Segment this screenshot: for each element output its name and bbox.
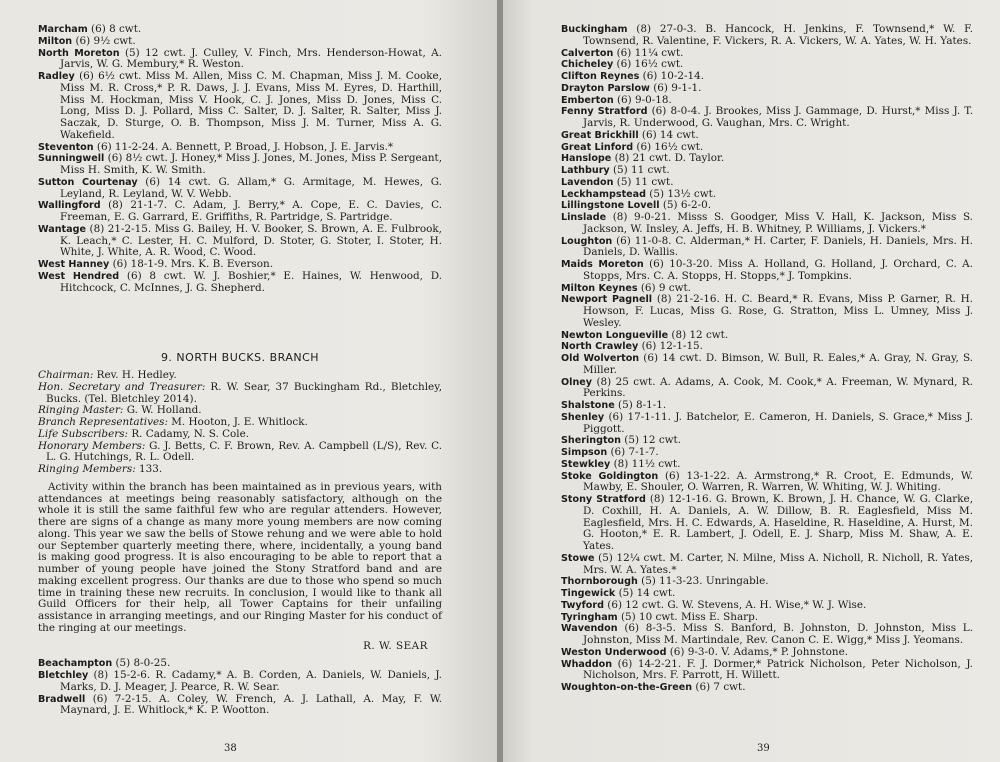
report-signature: R. W. SEAR <box>363 639 428 652</box>
tower-entry <box>561 471 973 495</box>
officer-value: G. W. Holland. <box>123 404 202 417</box>
tower-details: (5) 8-1-1. <box>614 399 667 411</box>
tower-name: Emberton <box>561 94 614 106</box>
left-page <box>0 0 497 762</box>
tower-details: (8) 27-0-3. B. Hancock, H. Jenkins, F. Townsend,* W. F. Townsend, R. Valentine, F. Vickers, R. A. Vickers, W. A. Yates, W. H. Yates. <box>583 23 973 47</box>
officer-role: Branch Representatives: <box>38 416 168 428</box>
officer-role: Life Subscribers: <box>38 427 129 440</box>
tower-list-top <box>38 24 442 294</box>
tower-details: (8) 15-2-6. R. Cadamy,* A. B. Corden, A. Daniels, W. Daniels, J. Marks, D. J. Meager, J. Pearce, R. W. Sear. <box>60 669 442 693</box>
tower-details: (5) 8-0-25. <box>112 657 171 670</box>
page-number-left: 38 <box>224 743 237 754</box>
tower-name: Sherington <box>561 435 621 447</box>
tower-name: Stowe <box>561 552 595 564</box>
tower-entry <box>561 236 973 260</box>
tower-details: (5) 13½ cwt. <box>646 187 717 200</box>
tower-entry <box>561 212 973 236</box>
tower-details: (6) 9-1-1. <box>649 81 702 94</box>
tower-entry <box>38 153 442 177</box>
tower-details: (8) 9-0-21. Misss S. Goodger, Miss V. Hall, K. Jackson, Miss S. Jackson, W. Insley, A. Jeffs, H. B. Whitney, P. Williams, J. Vickers.* <box>583 211 973 235</box>
tower-entry <box>561 259 973 283</box>
tower-name: Maids Moreton <box>561 259 644 270</box>
officer-value: Rev. H. Hedley. <box>93 369 177 381</box>
branch-heading: 9. NORTH BUCKS. BRANCH <box>160 351 320 365</box>
tower-details: (6) 14 cwt. D. Bimson, W. Bull, R. Eales,* A. Gray, N. Gray, S. Miller. <box>583 352 973 376</box>
tower-entry <box>38 200 442 224</box>
tower-name: Bletchley <box>38 670 89 681</box>
tower-name: Tyringham <box>561 611 618 623</box>
right-column <box>561 24 973 694</box>
officer-role: Chairman: <box>38 369 94 381</box>
tower-name: Woughton-on-the-Green <box>561 682 693 693</box>
tower-name: Sunningwell <box>38 153 105 165</box>
tower-name: North Crawley <box>561 341 639 353</box>
tower-details: (6) 16½ cwt. <box>613 58 684 71</box>
tower-name: Thornborough <box>561 576 638 588</box>
tower-name: Simpson <box>561 447 608 458</box>
tower-name: Calverton <box>561 47 614 59</box>
tower-name: Drayton Parslow <box>561 82 650 94</box>
tower-details: (8) 21-2-15. Miss G. Bailey, H. V. Booker, S. Brown, A. E. Fulbrook, K. Leach,* C. Lester, H. C. Mulford, D. Stoter, G. Stoter, I. Stoter, H. White, J. White, A. R. Wood, C. Wood. <box>60 222 442 259</box>
tower-details: (6) 18-1-9. Mrs. K. B. Everson. <box>109 258 274 270</box>
officer-role: Honorary Members: <box>38 439 146 452</box>
tower-details: (6) 8 cwt. W. J. Boshier,* E. Haines, W. Henwood, D. Hitchcock, C. McInnes, J. G. Shepherd. <box>60 269 442 294</box>
tower-name: Wantage <box>38 223 86 235</box>
tower-entry <box>561 106 973 130</box>
tower-details: (6) 6½ cwt. Miss M. Allen, Miss C. M. Chapman, Miss J. M. Cooke, Miss M. R. Cross,* P. R. Daws, J. J. Evans, Miss M. Eyres, D. Harthill, Miss M. Hockman, Miss V. Hook, C. J. Jones, Miss D. Jones, Miss C. Long, Miss D. J. Pollard, Miss C. Salter, D. J. Salter, R. Salter, Miss J. Saczak, D. Sturge, O. B. Thompson, Miss J. M. Turner, Miss A. G. Wakefield. <box>60 70 442 141</box>
tower-name: Fenny Stratford <box>561 106 648 118</box>
tower-list-bottom <box>38 658 442 717</box>
tower-details: (6) 14 cwt. G. Allam,* G. Armitage, M. Hewes, G. Leyland, R. Leyland, W. V. Webb. <box>60 175 442 200</box>
tower-name: Linslade <box>561 212 607 223</box>
tower-entry <box>561 330 973 342</box>
tower-name: North Moreton <box>38 47 120 59</box>
tower-entry <box>561 377 973 401</box>
tower-name: Radley <box>38 71 75 82</box>
tower-entry <box>38 271 442 295</box>
tower-name: Twyford <box>561 599 604 611</box>
tower-details: (8) 12-1-16. G. Brown, K. Brown, J. H. Chance, W. G. Clarke, D. Coxhill, H. A. Daniels, A. W. Dillow, B. R. Eaglesfield, Miss M. Eaglesfield, Mrs. H. C. Edwards, A. Haseldine, R. Haseldine, A. Hurst, M. G. Hooton,* E. R. Lambert, J. Odell, E. J. Sharp, Miss M. Shaw, A. E. Yates. <box>583 493 973 552</box>
tower-name: Stoke Goldington <box>561 470 659 482</box>
tower-name: Newport Pagnell <box>561 294 653 306</box>
tower-details: (6) 8 cwt. <box>87 23 142 35</box>
right-page <box>503 0 1000 762</box>
tower-entry <box>561 623 973 647</box>
tower-name: Wavendon <box>561 623 618 635</box>
tower-details: (6) 9-0-18. <box>613 93 672 106</box>
tower-entry <box>561 294 973 329</box>
tower-details: (8) 21 cwt. D. Taylor. <box>611 152 725 165</box>
tower-name: Tingewick <box>561 588 616 599</box>
tower-details: (6) 11¼ cwt. <box>613 46 684 59</box>
officer-line <box>38 464 442 476</box>
tower-entry <box>38 48 442 72</box>
tower-entry <box>561 659 973 683</box>
tower-details: (6) 7 cwt. <box>692 681 746 693</box>
officer-role: Hon. Secretary and Treasurer: <box>38 380 206 393</box>
tower-entry <box>38 694 442 718</box>
tower-details: (5) 11-3-23. Unringable. <box>637 575 769 588</box>
tower-details: (5) 14 cwt. <box>615 587 676 599</box>
tower-name: Leckhampstead <box>561 188 646 200</box>
tower-entry <box>38 670 442 694</box>
tower-name: West Hanney <box>38 259 110 270</box>
tower-name: Buckingham <box>561 24 628 35</box>
page-number-right: 39 <box>757 743 770 754</box>
tower-entry <box>561 71 973 83</box>
tower-details: (5) 11 cwt. <box>609 164 670 176</box>
tower-name: Whaddon <box>561 658 613 670</box>
tower-details: (6) 12 cwt. G. W. Stevens, A. H. Wise,* W. J. Wise. <box>603 598 867 611</box>
tower-entry <box>561 553 973 577</box>
tower-details: (6) 10-2-14. <box>639 70 705 82</box>
left-column <box>38 24 442 717</box>
tower-name: Milton <box>38 35 73 47</box>
tower-name: Beachampton <box>38 658 113 670</box>
tower-details: (6) 11-2-24. A. Bennett, P. Broad, J. Hobson, J. E. Jarvis.* <box>93 140 394 153</box>
tower-name: Lavendon <box>561 176 614 188</box>
tower-name: Loughton <box>561 235 613 247</box>
tower-name: Shenley <box>561 411 605 423</box>
tower-entry <box>38 224 442 259</box>
tower-details: (5) 10 cwt. Miss E. Sharp. <box>617 610 759 623</box>
tower-list-right <box>561 24 973 694</box>
tower-name: Chicheley <box>561 59 614 71</box>
tower-details: (8) 21-1-7. C. Adam, J. Berry,* A. Cope, E. C. Davies, C. Freeman, E. G. Garrard, E. Griffiths, R. Partridge, S. Partridge. <box>60 199 442 223</box>
officer-line <box>38 441 442 465</box>
tower-name: Lathbury <box>561 165 610 176</box>
tower-details: (8) 12 cwt. <box>668 328 729 341</box>
tower-entry <box>38 71 442 142</box>
tower-entry <box>561 130 973 142</box>
tower-details: (5) 11 cwt. <box>613 175 674 188</box>
tower-details: (5) 12¼ cwt. M. Carter, N. Milne, Miss A. Nicholl, R. Nicholl, R. Yates, Mrs. W. A. Yates.* <box>583 551 973 576</box>
tower-name: Great Linford <box>561 141 634 153</box>
officer-role: Ringing Members: <box>38 463 136 475</box>
officer-value: M. Hooton, J. E. Whitlock. <box>167 416 308 428</box>
tower-entry <box>38 177 442 201</box>
tower-details: (6) 9-3-0. V. Adams,* P. Johnstone. <box>666 645 849 658</box>
tower-name: Olney <box>561 376 593 388</box>
tower-details: (6) 12-1-15. <box>638 340 703 353</box>
tower-name: Lillingstone Lovell <box>561 200 660 212</box>
tower-name: Shalstone <box>561 400 615 411</box>
tower-name: Old Wolverton <box>561 353 640 364</box>
officer-value: R. Cadamy, N. S. Cole. <box>128 427 250 440</box>
tower-entry <box>561 494 973 553</box>
officers-list <box>38 370 442 476</box>
tower-name: Bradwell <box>38 693 86 705</box>
officer-role: Ringing Master: <box>38 404 124 417</box>
tower-details: (6) 8½ cwt. J. Honey,* Miss J. Jones, M. Jones, Miss P. Sergeant, Miss H. Smith, K. W. Smith. <box>60 152 442 176</box>
tower-details: (6) 11-0-8. C. Alderman,* H. Carter, F. Daniels, H. Daniels, Mrs. H. Daniels, D. Wallis. <box>583 234 973 259</box>
tower-entry <box>561 189 973 201</box>
tower-entry <box>561 59 973 71</box>
officer-value: G. J. Betts, C. F. Brown, Rev. A. Campbell (L/S), Rev. C. L. G. Hutchings, R. L. Odell. <box>46 439 443 464</box>
tower-details: (5) 12 cwt. <box>620 434 682 447</box>
officer-value: R. W. Sear, 37 Buckingham Rd., Bletchley, Bucks. (Tel. Bletchley 2014). <box>46 380 442 405</box>
tower-entry <box>561 353 973 377</box>
tower-details: (6) 7-2-15. A. Coley, W. French, A. J. Lathall, A. May, F. W. Maynard, J. E. Whitlock,* K. P. Wootton. <box>60 692 442 717</box>
tower-details: (6) 16½ cwt. <box>633 140 704 153</box>
tower-name: West Hendred <box>38 270 120 282</box>
branch-report: Activity within the branch has been maintained as in previous years, with attendances at meetings being reasonably satisfactory, although on the whole it is still the same faithful few who are regular attenders. However, there are signs of a change as many more young members are now coming along. This year we saw the bells of Stowe rehung and we were able to hold our September quarterly meeting there, where, incidentally, a young band is making good progress. It is also encouraging to be able to report that a number of young people have joined the Stony Stratford band and are making excellent progress. Our thanks are due to those who spend so much time in training these new recruits. In conclusion, I would like to thank all Guild Officers for their help, all Tower Captains for their unfailing assistance in arranging meetings, and our Ringing Master for his conduct of the ringing at our meetings. <box>38 480 442 634</box>
tower-name: Hanslope <box>561 153 612 165</box>
tower-name: Great Brickhill <box>561 129 639 141</box>
tower-name: Milton Keynes <box>561 282 638 294</box>
tower-details: (6) 14-2-21. F. J. Dormer,* Patrick Nicholson, Peter Nicholson, J. Nicholson, Mrs. F. Parrott, H. Willett. <box>583 657 973 682</box>
tower-details: (8) 11½ cwt. <box>610 457 681 470</box>
tower-details: (6) 9 cwt. <box>637 281 691 294</box>
tower-details: (5) 12 cwt. J. Culley, V. Finch, Mrs. Henderson-Howat, A. Jarvis, W. G. Membury,* R. Weston. <box>60 46 442 71</box>
officer-line <box>38 382 442 406</box>
tower-name: Steventon <box>38 141 94 153</box>
tower-name: Sutton Courtenay <box>38 176 138 188</box>
tower-name: Stony Stratford <box>561 494 646 505</box>
tower-entry <box>561 177 973 189</box>
tower-name: Stewkley <box>561 458 611 470</box>
tower-entry <box>561 412 973 436</box>
tower-details: (6) 9½ cwt. <box>72 34 136 47</box>
tower-details: (6) 13-1-22. A. Armstrong,* R. Croot, E. Edmunds, W. Mawby, E. Shouler, O. Warren, R. Warren, W. Whiting, W. J. Whiting. <box>583 469 974 494</box>
tower-details: (8) 21-2-16. H. C. Beard,* R. Evans, Miss P. Garner, R. H. Howson, F. Lucas, Miss G. Rose, G. Stratton, Miss L. Umney, Miss J. Wesley. <box>583 293 973 329</box>
tower-details: (6) 17-1-11. J. Batchelor, E. Cameron, H. Daniels, S. Grace,* Miss J. Piggott. <box>583 410 973 435</box>
tower-details: (6) 14 cwt. <box>638 128 699 141</box>
tower-entry <box>561 682 973 694</box>
tower-entry <box>561 24 973 48</box>
tower-name: Wallingford <box>38 200 101 212</box>
tower-details: (6) 8-0-4. J. Brookes, Miss J. Gammage, D. Hurst,* Miss J. T. Jarvis, R. Underwood, G. Vaughan, Mrs. C. Wright. <box>583 105 974 129</box>
tower-details: (6) 8-3-5. Miss S. Banford, B. Johnston, D. Johnston, Miss L. Johnston, Miss M. Martindale, Rev. Canon C. E. Wigg,* Miss J. Yeomans. <box>583 622 973 646</box>
tower-details: (6) 10-3-20. Miss A. Holland, G. Holland, J. Orchard, C. A. Stopps, Mrs. C. A. Stopps, H. Stopps,* J. Tompkins. <box>583 258 973 282</box>
tower-details: (8) 25 cwt. A. Adams, A. Cook, M. Cook,* A. Freeman, W. Mynard, R. Perkins. <box>583 375 973 400</box>
tower-details: (5) 6-2-0. <box>659 199 712 212</box>
tower-name: Newton Longueville <box>561 329 669 341</box>
tower-name: Weston Underwood <box>561 646 667 658</box>
tower-details: (6) 7-1-7. <box>607 446 659 458</box>
officer-value: 133. <box>135 463 163 475</box>
tower-name: Clifton Reynes <box>561 71 640 82</box>
tower-name: Marcham <box>38 24 88 35</box>
